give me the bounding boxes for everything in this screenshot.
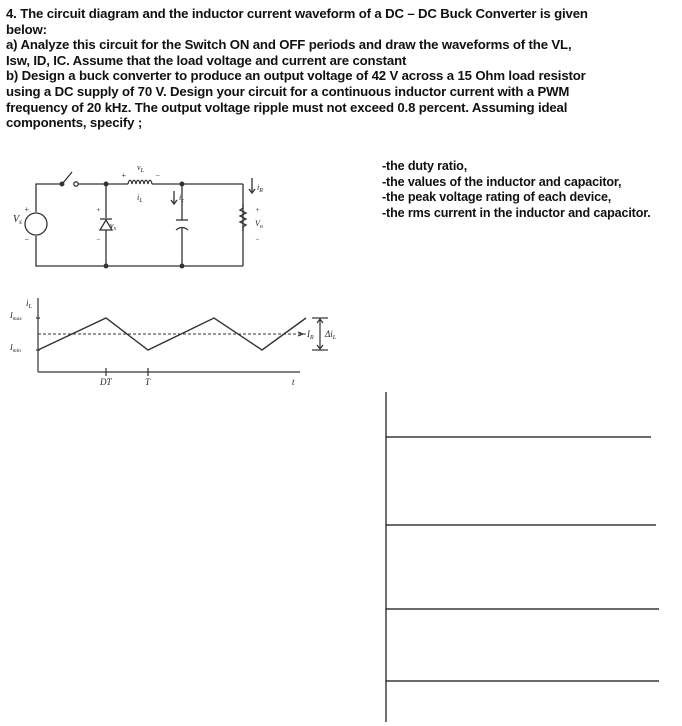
ir-label: $i_R$	[257, 183, 263, 194]
source-minus: −	[24, 235, 30, 244]
question-line: Isw, ID, IC. Assume that the load voltage and current are constant	[6, 52, 407, 68]
source-plus: +	[24, 205, 30, 214]
question-line: frequency of 20 kHz. The output voltage ripple must not exceed 0.8 percent. Assuming ideal	[6, 99, 568, 115]
vl-plus: +	[121, 171, 127, 180]
vx-plus: +	[96, 206, 101, 214]
dt-label: DT	[100, 377, 112, 387]
question-line: b) Design a buck converter to produce an output voltage of 42 V across a 15 Ohm load resistor	[6, 68, 586, 84]
question-line: using a DC supply of 70 V. Design your circuit for a continuous inductor current with a PWM	[6, 83, 570, 99]
vx-label: $v_x$	[110, 221, 117, 232]
spec-item: -the duty ratio,	[382, 159, 468, 173]
vl-label: $v_L$	[137, 163, 144, 174]
vo-minus: −	[255, 236, 260, 244]
spec-item: -the rms current in the inductor and capacitor.	[382, 205, 651, 220]
ir-label: $I_R$	[307, 329, 314, 341]
ic-label: $i_c$	[179, 193, 184, 204]
question-line: a) Analyze this circuit for the Switch ON and OFF periods and draw the waveforms of the VL,	[6, 37, 572, 53]
source-label: $V_s$	[13, 214, 22, 226]
time-axis-label: t	[292, 377, 295, 387]
vx-minus: −	[96, 236, 101, 244]
question-line: 4. The circuit diagram and the inductor current waveform of a DC – DC Buck Converter is given	[6, 6, 588, 21]
imax-label: $I_{max}$	[10, 311, 22, 322]
spec-item: -the peak voltage rating of each device,	[382, 190, 612, 205]
vo-label: $V_o$	[255, 219, 263, 230]
imin-label: $I_{min}$	[10, 343, 21, 354]
delta-il-label: $\Delta i_L$	[325, 329, 337, 341]
t-label: T	[145, 377, 151, 387]
question-line: components, specify ;	[6, 115, 143, 131]
il-label: $i_L$	[137, 193, 143, 204]
waveform-y-label: $i_L$	[26, 298, 32, 310]
spec-item: -the values of the inductor and capacitor,	[382, 174, 622, 189]
question-line: below:	[6, 21, 47, 37]
vl-minus: −	[155, 171, 161, 180]
vo-plus: +	[255, 206, 260, 214]
